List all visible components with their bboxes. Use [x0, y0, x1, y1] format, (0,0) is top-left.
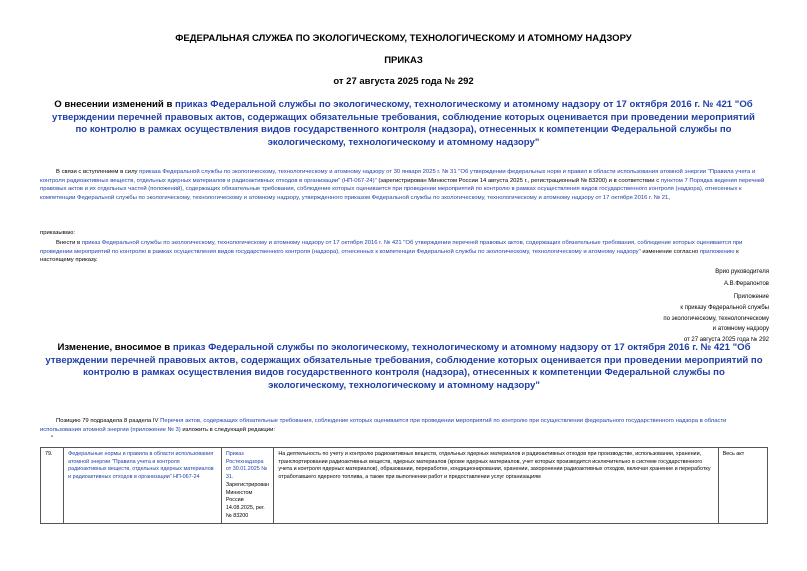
- clause-link-2[interactable]: приложению: [699, 248, 735, 255]
- clause-paragraph: [40, 239, 768, 265]
- table-row: [41, 448, 768, 524]
- title-prefix: О внесении изменений в: [54, 99, 176, 110]
- cell-act: [64, 448, 222, 524]
- preamble-text-1: В связи с вступлением в силу: [56, 169, 140, 175]
- cell-applies: Весь акт: [718, 448, 767, 524]
- preamble-paragraph: [40, 168, 768, 202]
- cell-approval: [221, 448, 273, 524]
- clause-text-1: Внести в: [56, 240, 82, 246]
- appendix-line-5: от 27 августа 2025 года № 292: [683, 337, 769, 344]
- order-word: приказываю:: [40, 230, 76, 236]
- act-link[interactable]: Федеральные нормы и правила в области использования атомной энергии "Правила учета и контроля радиоактивных веществ, отдельных ядерных материалов и радиоактивных отходов в организации" НП-067-24: [68, 451, 214, 481]
- appendix-line-3: по экологическому, технологическому: [663, 315, 769, 322]
- preamble-link-1[interactable]: приказа Федеральной службы по экологическому, технологическому и атомному надзору от 30 января 2025 г. № 31 "Об утверждении федеральных норм и правил в области использования атомной энергии "Правила учета и контроля радиоактивных веществ, отдельных ядерных материалов и радиоактивных отходов в организации" (НП-067-24)": [40, 169, 756, 184]
- title-link[interactable]: приказ Федеральной службы по экологическому, технологическому и атомному надзору от 17 октября 2016 г. № 421 "Об утверждении перечней правовых актов, содержащих обязательные требования, соблюдение которых оценивается при проведении мероприятий по контролю в рамках осуществления видов государственного контроля (надзора), отнесенных к компетенции Федеральной службы по экологическому, технологическому и атомному надзору": [52, 99, 755, 148]
- position-text-2: изложить в следующей редакции:: [180, 426, 276, 433]
- approval-link[interactable]: Приказ Ростехнадзора от 30.01.2025 № 31.: [225, 451, 268, 481]
- cell-scope: На деятельность по учету и контролю радиоактивных веществ, отдельных ядерных материалов и радиоактивных отходов при производстве, использовании, хранении, транспортировании радиоактивных веществ, ядерных материалов (кроме ядерных материалов, учет которых производится исключительно в системе государственного учета и контроля ядерных материалов), образовании, переработке, кондиционировании, хранении, захоронении радиоактивных отходов, включая хранение и переработку отработавшего ядерного топлива, а также при выполнении работ и предоставлении услуг организациям: [274, 448, 718, 524]
- amendment-title-prefix: Изменение, вносимое в: [57, 342, 173, 353]
- appendix-line-1: Приложение: [733, 294, 769, 300]
- preamble-link-2[interactable]: пунктом 7 Порядка ведения перечней правовых актов и их отдельных частей (положений), содержащих обязательные требования, соблюдение которых оценивается при проведении мероприятий по контролю в рамках осуществления видов государственного контроля (надзора), отнесенных к компетенции Федеральной службы по экологическому, технологическому и атомному надзору, утвержденного приказом Федеральной службы по экологическому, технологическому и атомному надзору от 17 октября 2016 г. № 21: [40, 177, 765, 201]
- approval-text: Зарегистрирован Минюстом России 14.08.2025, рег. № 83200: [225, 481, 270, 519]
- position-text-1: Позицию 79 подраздела 8 раздела IV: [56, 418, 161, 424]
- document-date: от 27 августа 2025 года № 292: [333, 76, 474, 87]
- amendment-table: [40, 447, 768, 524]
- document-title: [50, 99, 757, 149]
- preamble-text-2: (зарегистрирован Минюстом России 14 августа 2025 г., регистрационный № 83200) и в соответствии с: [376, 177, 661, 184]
- preamble-text-3: ,: [668, 194, 670, 201]
- signatory-name: А.В.Ферапонтов: [723, 281, 769, 287]
- amendment-title: [44, 342, 764, 392]
- amendment-title-link[interactable]: приказ Федеральной службы по экологическому, технологическому и атомному надзору от 17 октября 2016 г. № 421 "Об утверждении перечней правовых актов, содержащих обязательные требования, соблюдение которых оценивается при проведении мероприятий по контролю в рамках осуществления видов государственного контроля (надзора), отнесенных к компетенции Федеральной службы по экологическому, технологическому и атомному надзору": [45, 342, 763, 391]
- clause-link-1[interactable]: приказ Федеральной службы по экологическому, технологическому и атомному надзору от 17 октября 2016 г. № 421 "Об утверждении перечней правовых актов, содержащих обязательные требования, соблюдение которых оценивается при проведении мероприятий по контролю в рамках осуществления видов государственного контроля (надзора), отнесенных к компетенции Федеральной службы по экологическому, технологическому и атомному надзору": [40, 240, 743, 255]
- cell-number: 79.: [41, 448, 64, 524]
- clause-text-2: изменение согласно: [640, 248, 700, 255]
- appendix-line-4: и атомному надзору: [712, 326, 769, 333]
- clause-text-3: к настоящему приказу.: [40, 248, 739, 264]
- appendix-block: [663, 292, 769, 346]
- signatory-position: Врио руководителя: [715, 269, 769, 275]
- appendix-line-2: к приказу Федеральной службы: [680, 304, 769, 311]
- opening-quote: ": [51, 436, 54, 442]
- position-link[interactable]: Перечня актов, содержащих обязательные требования, соблюдение которых оценивается при проведении мероприятий по контролю при осуществлении федерального государственного надзора в области использования атомной энергии (приложение № 3): [40, 418, 727, 433]
- document-type: ПРИКАЗ: [384, 55, 423, 66]
- position-paragraph: [40, 417, 768, 434]
- agency-name: ФЕДЕРАЛЬНАЯ СЛУЖБА ПО ЭКОЛОГИЧЕСКОМУ, ТЕХНОЛОГИЧЕСКОМУ И АТОМНОМУ НАДЗОРУ: [175, 33, 632, 44]
